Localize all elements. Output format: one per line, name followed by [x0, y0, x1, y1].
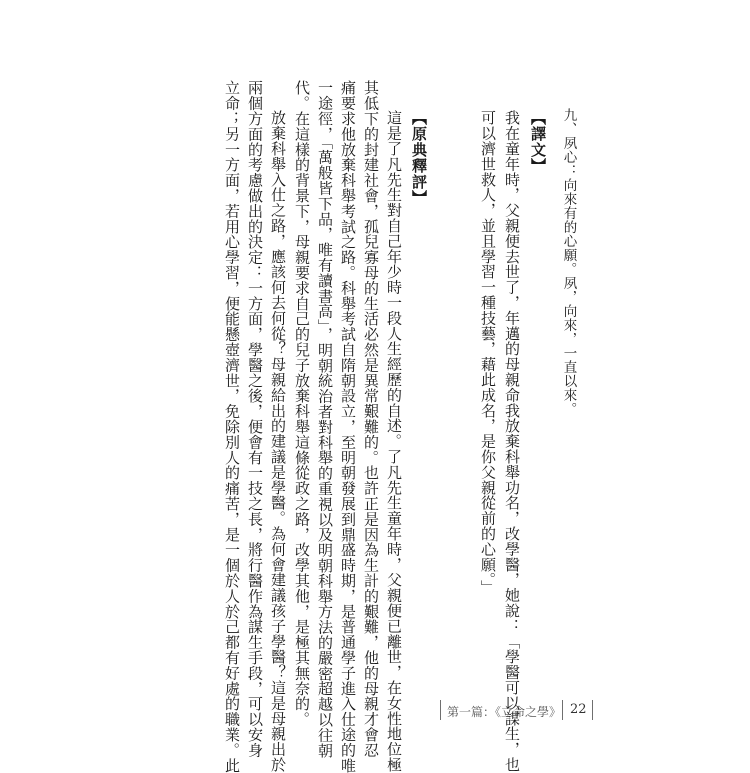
- page-footer: [0, 700, 750, 722]
- footer-left-divider: [440, 700, 441, 720]
- commentary-line-5: 代。在這樣的背景下，母親要求自己的兒子放棄科舉這條從政之路，改學其他，是極其無奈的。: [293, 80, 311, 727]
- commentary-line-7: 兩個方面的考慮做出的決定：一方面，學醫之後，便會有一技之長，將行醫作為謀生手段，可以安身: [246, 80, 264, 758]
- commentary-line-1: 這是了凡先生對自己年少時一段人生經歷的自述。了凡先生童年時，父親便已離世，在女性地位極: [385, 110, 403, 773]
- commentary-line-6: 放棄科舉入仕之路，應該何去何從？母親給出的建議是學醫。為何會建議孩子學醫？這是母親出於: [269, 110, 287, 773]
- translation-line-1: 我在童年時，父親便去世了，年邁的母親命我放棄科舉功名，改學醫，她說：「學醫可以謀生，也: [503, 110, 521, 773]
- footer-middle-divider: [562, 700, 563, 720]
- commentary-line-8: 立命；另一方面，若用心學習，便能懸壺濟世，免除別人的痛苦，是一個於人於己都有好處的職業。此: [223, 80, 241, 773]
- footer-page-number: 22: [570, 702, 587, 717]
- translation-heading: 【譯文】: [529, 110, 547, 174]
- footer-right-divider: [592, 700, 593, 720]
- commentary-heading: 【原典釋評】: [410, 110, 428, 206]
- commentary-line-3: 痛要求他放棄科舉考試之路。科舉考試自隋朝設立，至明朝發展到鼎盛時期，是普通學子進入仕途的唯: [339, 80, 357, 773]
- footer-chapter-title: 第一篇：《立命之學》: [447, 705, 562, 719]
- commentary-line-4: 一途徑，「萬般皆下品，唯有讀書高」，明朝統治者對科舉的重視以及明朝科舉方法的嚴密超越以往朝: [316, 80, 334, 758]
- annotation-note: 九、夙心：向來有的心願。夙，向來，一直以來。: [560, 108, 577, 416]
- translation-line-2: 可以濟世救人，並且學習一種技藝，藉此成名，是你父親從前的心願。」: [479, 110, 497, 596]
- commentary-line-2: 其低下的封建社會，孤兒寡母的生活必然是異常艱難的。也許正是因為生計的艱難，他的母親才會忍: [362, 80, 380, 758]
